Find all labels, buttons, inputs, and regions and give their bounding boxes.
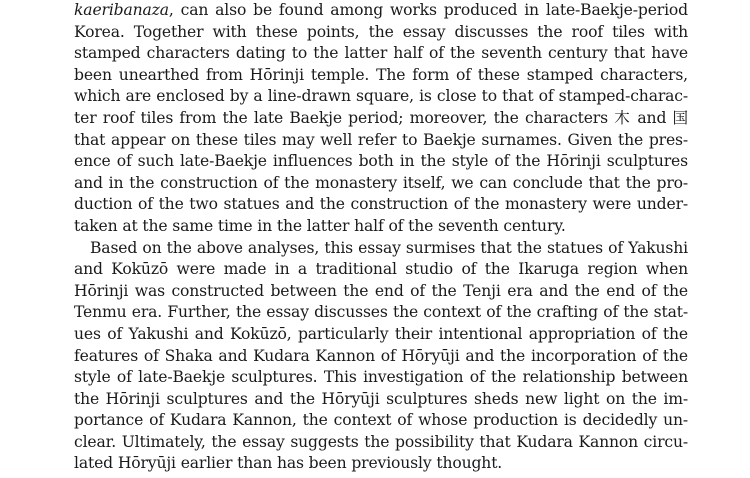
text-line: lated Hōryūji earlier than has been previously thought. [74, 454, 503, 473]
text-line: stamped characters dating to the latter half of the seventh century that have [74, 44, 688, 63]
text-line: style of late-Baekje sculptures. This investigation of the relationship between [74, 368, 688, 387]
text-line: features of Shaka and Kudara Kannon of Hōryūji and the incorporation of the [74, 346, 688, 365]
text-line: which are enclosed by a line-drawn square, is close to that of stamped-charac- [74, 87, 688, 106]
text-line: that appear on these tiles may well refer to Baekje surnames. Given the pres- [74, 130, 688, 149]
italic-term: kaeribanaza [74, 1, 169, 19]
text-line: ter roof tiles from the late Baekje period; moreover, the characters 木 and 国 [74, 108, 688, 127]
text-line [74, 0, 688, 22]
text-line: Hōrinji was constructed between the end of the Tenji era and the end of the [74, 281, 688, 300]
text-line: been unearthed from Hōrinji temple. The form of these stamped characters, [74, 65, 688, 84]
text-line: portance of Kudara Kannon, the context of whose production is decidedly un- [74, 411, 688, 430]
text-line: clear. Ultimately, the essay suggests the possibility that Kudara Kannon circu- [74, 432, 688, 451]
text-line: and in the construction of the monastery itself, we can conclude that the pro- [74, 173, 688, 192]
text-line: Tenmu era. Further, the essay discusses the context of the crafting of the stat- [74, 303, 688, 322]
paragraph-1 [74, 0, 688, 238]
text-line: taken at the same time in the latter half of the seventh century. [74, 216, 566, 235]
text-line: ues of Yakushi and Kokūzō, particularly their intentional appropriation of the [74, 324, 688, 343]
text-line: the Hōrinji sculptures and the Hōryūji sculptures sheds new light on the im- [74, 389, 688, 408]
text-line: duction of the two statues and the construction of the monastery were under- [74, 195, 688, 214]
document-page [74, 0, 688, 475]
text-line: ence of such late-Baekje influences both in the style of the Hōrinji sculptures [74, 152, 688, 171]
text-line: Based on the above analyses, this essay surmises that the statues of Yakushi [90, 238, 688, 257]
text-line: Korea. Together with these points, the essay discusses the roof tiles with [74, 22, 688, 41]
paragraph-2 [74, 238, 688, 476]
line-text: , can also be found among works produced in late-Baekje-period [168, 1, 688, 19]
text-line: and Kokūzō were made in a traditional studio of the Ikaruga region when [74, 260, 688, 279]
